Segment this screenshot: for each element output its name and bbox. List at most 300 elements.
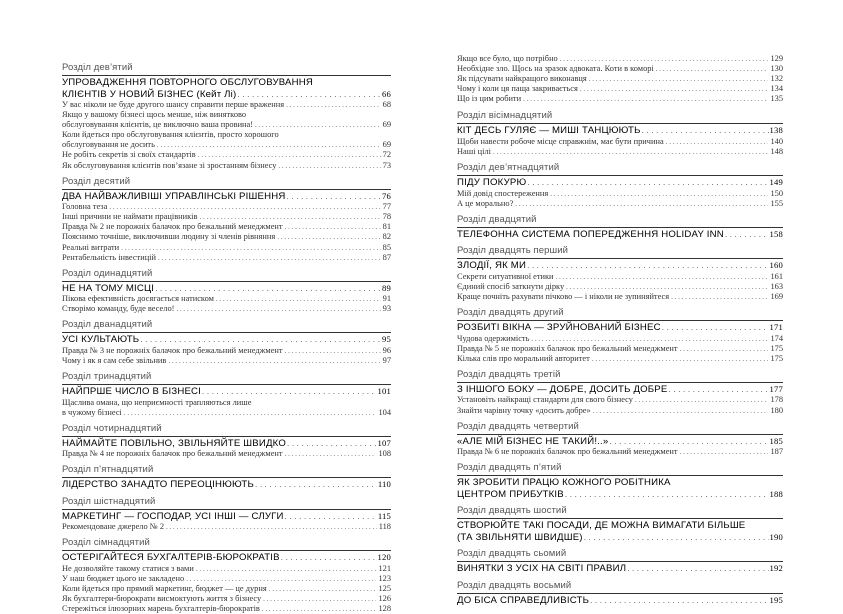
dot-leader	[515, 199, 768, 209]
subsection-page: 129	[770, 54, 783, 63]
toc-section	[62, 464, 391, 491]
chapter-page: 185	[769, 435, 783, 446]
subsection-title: Секрети ситуативної етики	[457, 271, 554, 281]
toc-section	[62, 62, 391, 171]
dot-leader	[255, 479, 377, 491]
toc-section	[457, 421, 783, 458]
chapter-title-line	[457, 489, 783, 501]
dot-leader	[662, 322, 769, 334]
subsection-title: Що із цим робити	[457, 94, 522, 104]
dot-leader	[556, 272, 769, 282]
subsection-page: 150	[770, 188, 783, 198]
toc-subsection	[457, 84, 783, 94]
chapter-page: 171	[769, 322, 783, 333]
section-heading: Розділ дев’ятнадцятий	[457, 162, 560, 174]
subsection-page: 97	[382, 356, 391, 365]
dot-leader	[202, 386, 376, 398]
chapter-entry[interactable]	[62, 477, 391, 491]
subsection-title: Єдиний спосіб заткнути дірку	[457, 281, 565, 291]
chapter-title-line	[62, 334, 391, 346]
dot-leader	[550, 189, 768, 199]
toc-section	[62, 319, 391, 366]
dot-leader	[635, 395, 769, 405]
subsection-title: обслуговування не досить	[62, 140, 155, 150]
dot-leader	[262, 604, 377, 614]
section-heading: Розділ двадцять перший	[457, 245, 569, 257]
dot-leader	[255, 120, 381, 130]
toc-subsection	[62, 202, 391, 212]
chapter-entry[interactable]	[62, 509, 391, 523]
dot-leader	[666, 137, 769, 147]
subsection-page: 108	[378, 449, 391, 459]
chapter-title-line	[62, 191, 391, 203]
dot-leader	[523, 94, 768, 104]
subsection-page: 174	[770, 333, 783, 343]
dot-leader	[680, 447, 769, 457]
toc-subsection	[457, 282, 783, 292]
chapter-page: 76	[382, 190, 391, 201]
section-heading: Розділ двадцять сьомий	[457, 548, 567, 560]
chapter-entry[interactable]	[62, 75, 391, 100]
chapter-page: 138	[769, 125, 783, 136]
subsection-page: 72	[382, 150, 391, 160]
chapter-page: 101	[377, 386, 391, 397]
chapter-title: КЛІЄНТІВ У НОВИЙ БІЗНЕС (Кейт Лі)	[62, 88, 237, 100]
subsection-title: Головна теза	[62, 202, 108, 212]
subsection-page: 178	[770, 395, 783, 405]
subsection-page: 128	[378, 604, 391, 614]
dot-leader	[286, 100, 381, 110]
subsection-title: Краще почніть рахувати пічково — і ніколи не зупиняйтеся	[457, 292, 670, 302]
chapter-title-line	[62, 552, 391, 564]
dot-leader	[176, 304, 380, 314]
dot-leader	[196, 564, 377, 574]
toc-subsection	[62, 110, 391, 120]
toc-section	[62, 496, 391, 533]
dot-leader	[609, 436, 768, 448]
dot-leader	[121, 243, 381, 253]
continued-subsections	[457, 54, 783, 104]
dot-leader	[671, 292, 768, 302]
dot-leader	[565, 489, 769, 501]
subsection-page: 175	[770, 343, 783, 353]
chapter-title-line	[62, 386, 391, 398]
toc-subsection	[62, 346, 391, 356]
toc-subsection	[62, 564, 391, 574]
chapter-entry[interactable]	[457, 123, 783, 137]
toc-subsection	[457, 272, 783, 282]
toc-subsection	[457, 334, 783, 344]
chapter-page: 149	[769, 177, 783, 188]
chapter-title: УПРОВАДЖЕННЯ ПОВТОРНОГО ОБСЛУГОВУВАННЯ	[62, 77, 314, 88]
toc-subsection	[457, 94, 783, 104]
toc-subsection	[62, 130, 391, 140]
chapter-entry[interactable]	[457, 258, 783, 272]
chapter-title-line	[457, 322, 783, 334]
subsection-page: 85	[382, 242, 391, 252]
chapter-title: ЯК ЗРОБИТИ ПРАЦЮ КОЖНОГО РОБІТНИКА	[457, 477, 671, 489]
toc-subsection	[457, 292, 783, 302]
dot-leader	[589, 74, 769, 84]
chapter-entry[interactable]	[457, 561, 783, 575]
toc-subsection	[62, 212, 391, 222]
dot-leader	[277, 232, 380, 242]
section-heading: Розділ двадцять восьмий	[457, 579, 572, 591]
subsection-page: 135	[770, 94, 783, 104]
dot-leader	[584, 532, 769, 544]
chapter-title: ОСТЕРІГАЙТЕСЯ БУХГАЛТЕРІВ-БЮРОКРАТІВ	[62, 552, 280, 564]
toc-subsection	[62, 140, 391, 150]
toc-section	[457, 462, 783, 500]
subsection-title: Коли йдеться про прямий маркетинг, бюджет — це дурня	[62, 584, 267, 594]
dot-leader	[168, 356, 380, 366]
dot-leader	[725, 229, 769, 241]
subsection-page: 163	[770, 281, 783, 291]
toc-subsection	[62, 100, 391, 110]
subsection-page: 73	[382, 160, 391, 170]
section-heading: Розділ сімнадцятий	[62, 537, 150, 549]
chapter-title-line	[62, 77, 391, 89]
subsection-title: Правда № 4 не порожніх балачок про бежальний менеджмент	[62, 449, 283, 459]
chapter-page: 188	[769, 488, 783, 499]
dot-leader	[198, 150, 381, 160]
toc-subsection	[62, 398, 391, 408]
toc-subsection	[62, 150, 391, 160]
section-heading: Розділ двадцять третій	[457, 368, 561, 380]
toc-subsection	[457, 189, 783, 199]
toc-subsection	[457, 354, 783, 364]
subsection-title: обслуговування клієнтів, це виключно ваша провина!	[62, 120, 254, 130]
subsection-page: 118	[378, 522, 391, 532]
subsection-title: в чужому бізнесі	[62, 407, 122, 417]
dot-leader	[593, 406, 769, 416]
subsection-page: 140	[770, 136, 783, 146]
left-page	[0, 0, 421, 614]
subsection-title: Інші причини не наймати працівників	[62, 212, 198, 222]
toc-subsection	[62, 574, 391, 584]
toc-subsection	[62, 161, 391, 171]
subsection-title: Правда № 3 не порожніх балачок про бежальний менеджмент	[62, 345, 283, 355]
chapter-page: 110	[377, 479, 391, 490]
chapter-entry[interactable]	[457, 227, 783, 241]
subsection-page: 134	[770, 84, 783, 94]
dot-leader	[157, 140, 381, 150]
chapter-title: ДО БІСА СПРАВЕДЛИВІСТЬ	[457, 594, 590, 606]
toc-subsection	[457, 199, 783, 209]
dot-leader	[285, 346, 381, 356]
chapter-page: 158	[769, 228, 783, 239]
subsection-page: 81	[382, 222, 391, 232]
toc-section	[62, 371, 391, 418]
subsection-page: 187	[770, 447, 783, 457]
subsection-title: Стережіться ілюзорних марень бухгалтерів-бюрократів	[62, 604, 260, 614]
toc-subsection	[62, 294, 391, 304]
subsection-title: Не дозволяйте такому статися з вами	[62, 563, 194, 573]
subsection-title: Кілька слів про моральний авторитет	[457, 353, 590, 363]
toc-section	[457, 245, 783, 302]
chapter-page: 177	[769, 383, 783, 394]
toc-subsection	[62, 222, 391, 232]
subsection-page: 91	[382, 294, 391, 304]
chapter-title: НАЙМАЙТЕ ПОВІЛЬНО, ЗВІЛЬНЯЙТЕ ШВИДКО	[62, 437, 287, 449]
subsection-title: Чому і коли ця паща закривається	[457, 84, 578, 94]
chapter-title: МАРКЕТИНГ — ГОСПОДАР, УСІ ІНШІ — СЛУГИ	[62, 510, 284, 522]
chapter-title-line	[62, 283, 391, 295]
subsection-title: Реальні витрати	[62, 242, 120, 252]
dot-leader	[281, 552, 377, 564]
dot-leader	[627, 563, 768, 575]
chapter-title-line	[457, 595, 783, 607]
toc-subsection	[457, 64, 783, 74]
dot-leader	[263, 594, 376, 604]
dot-leader	[669, 384, 769, 396]
chapter-title: УСІ КУЛЬТАЮТЬ	[62, 334, 140, 346]
subsection-page: 125	[378, 584, 391, 594]
toc-section	[457, 548, 783, 575]
chapter-title: НАЙПРШЕ ЧИСЛО В БІЗНЕСІ	[62, 386, 202, 398]
chapter-entry[interactable]	[457, 475, 783, 500]
chapter-title: ТЕЛЕФОННА СИСТЕМА ПОПЕРЕДЖЕННЯ HOLIDAY INN	[457, 228, 724, 240]
toc-subsection	[62, 604, 391, 614]
toc-subsection	[62, 253, 391, 263]
chapter-page: 89	[382, 282, 391, 293]
subsection-title: Як обслуговування клієнтів пов’язане зі зростанням бізнесу	[62, 160, 277, 170]
toc-subsection	[457, 147, 783, 157]
subsection-title: Необхідне зло. Щось на зразок адвоката. Коти в коморі	[457, 64, 654, 74]
section-heading: Розділ п’ятнадцятий	[62, 464, 154, 476]
dot-leader	[109, 202, 380, 212]
toc-subsection	[62, 356, 391, 366]
chapter-title-line	[457, 520, 783, 532]
chapter-title: ВИНЯТКИ З УСІХ НА СВІТІ ПРАВИЛ	[457, 563, 627, 575]
chapter-title: НЕ НА ТОМУ МІСЦІ	[62, 282, 155, 294]
toc-section	[457, 307, 783, 364]
dot-leader	[580, 84, 769, 94]
toc-section	[457, 162, 783, 209]
toc-section	[457, 505, 783, 543]
subsection-title: Створімо команду, буде весело!	[62, 304, 175, 314]
toc-section	[457, 369, 783, 416]
toc-section	[62, 423, 391, 460]
subsection-title: У наш бюджет цього не закладено	[62, 574, 185, 584]
subsection-page: 180	[770, 405, 783, 415]
subsection-title: Правда № 5 не порожніх балачок про бежальний менеджмент	[457, 343, 678, 353]
chapter-entry[interactable]	[62, 281, 391, 295]
dot-leader	[560, 54, 769, 64]
dot-leader	[285, 449, 377, 459]
chapter-page: 107	[377, 437, 391, 448]
chapter-entry[interactable]	[457, 320, 783, 334]
subsection-title: Рекомендоване джерело № 2	[62, 522, 165, 532]
subsection-title: Коли йдеться про обслуговування клієнтів, просто хорошого	[62, 130, 279, 140]
subsection-page: 121	[378, 563, 391, 573]
dot-leader	[527, 177, 768, 189]
section-heading: Розділ шістнадцятий	[62, 495, 156, 507]
section-heading: Розділ дванадцятий	[62, 319, 153, 331]
chapter-title: РОЗБИТІ ВІКНА — ЗРУЙНОВАНИЙ БІЗНЕС	[457, 322, 661, 334]
dot-leader	[680, 344, 769, 354]
subsection-page: 69	[382, 120, 391, 130]
dot-leader	[216, 294, 381, 304]
subsection-title: Пікова ефективність досягається натиском	[62, 294, 214, 304]
chapter-title-line	[457, 229, 783, 241]
dot-leader	[592, 354, 769, 364]
chapter-title: ЗЛОДІЇ, ЯК МИ	[457, 260, 527, 272]
chapter-title-line	[457, 260, 783, 272]
toc-subsection	[457, 344, 783, 354]
dot-leader	[656, 64, 769, 74]
toc-subsection	[457, 406, 783, 416]
chapter-page: 115	[377, 510, 391, 521]
section-heading: Розділ двадцять четвертий	[457, 420, 579, 432]
chapter-title-line	[457, 177, 783, 189]
section-heading: Розділ двадцятий	[457, 213, 537, 225]
dot-leader	[287, 438, 376, 450]
toc-subsection	[62, 449, 391, 459]
chapter-entry[interactable]	[62, 436, 391, 450]
chapter-title-line	[62, 511, 391, 523]
toc-section	[62, 176, 391, 263]
subsection-page: 87	[382, 252, 391, 262]
toc-subsection	[62, 522, 391, 532]
chapter-entry[interactable]	[457, 518, 783, 543]
subsection-title: Наші цілі	[457, 147, 491, 157]
toc-subsection	[62, 120, 391, 130]
chapter-page: 95	[382, 334, 391, 345]
chapter-entry[interactable]	[457, 175, 783, 189]
toc-subsection	[62, 243, 391, 253]
dot-leader	[642, 125, 769, 137]
chapter-entry[interactable]	[62, 332, 391, 346]
section-heading: Розділ одинадцятий	[62, 267, 153, 279]
dot-leader	[278, 161, 380, 171]
chapter-title: ЛІДЕРСТВО ЗАНАДТО ПЕРЕОЦІНЮЮТЬ	[62, 479, 254, 491]
chapter-entry[interactable]	[62, 550, 391, 564]
subsection-page: 175	[770, 353, 783, 363]
subsection-page: 68	[382, 100, 391, 109]
section-heading: Розділ двадцять другий	[457, 307, 564, 319]
subsection-page: 77	[382, 202, 391, 212]
toc-subsection	[62, 304, 391, 314]
chapter-title: ЦЕНТРОМ ПРИБУТКІВ	[457, 488, 564, 500]
chapter-entry[interactable]	[457, 382, 783, 396]
toc-section	[62, 537, 391, 614]
toc-section	[457, 110, 783, 157]
chapter-title-line	[457, 477, 783, 489]
subsection-title: Знайти чарівну точку «досить добре»	[457, 405, 591, 415]
subsection-page: 126	[378, 594, 391, 604]
dot-leader	[566, 282, 768, 292]
section-heading: Розділ двадцять шостий	[457, 505, 567, 517]
chapter-title-line	[457, 436, 783, 448]
chapter-title-line	[457, 384, 783, 396]
subsection-page: 155	[770, 198, 783, 208]
toc-subsection	[457, 447, 783, 457]
section-heading: Розділ вісімнадцятий	[457, 110, 553, 122]
chapter-title: КІТ ДЕСЬ ГУЛЯЄ — МИШІ ТАНЦЮЮТЬ	[457, 125, 641, 137]
subsection-page: 96	[382, 345, 391, 355]
subsection-title: Щоби навести робоче місце справжнім, має бути причина	[457, 136, 664, 146]
toc-section	[457, 214, 783, 241]
subsection-title: Установіть найкращі стандарти для свого бізнесу	[457, 395, 633, 405]
chapter-entry[interactable]	[62, 189, 391, 203]
section-heading: Розділ двадцять п’ятий	[457, 462, 562, 474]
subsection-page: 78	[382, 212, 391, 222]
section-heading: Розділ десятий	[62, 175, 131, 187]
dot-leader	[527, 260, 768, 272]
chapter-title: З ІНШОГО БОКУ — ДОБРЕ, ДОСИТЬ ДОБРЕ	[457, 383, 668, 395]
toc-subsection	[457, 137, 783, 147]
subsection-title: Чудова одержимість	[457, 333, 530, 343]
subsection-title: Щаслива омана, що неприємності трапляються лише	[62, 397, 252, 407]
chapter-title: ДВА НАЙВАЖЛИВІШІ УПРАВЛІНСЬКІ РІШЕННЯ	[62, 190, 286, 202]
chapter-title-line	[62, 479, 391, 491]
toc-subsection	[62, 584, 391, 594]
dot-leader	[269, 584, 377, 594]
subsection-page: 104	[378, 407, 391, 417]
chapter-page: 195	[769, 594, 783, 605]
subsection-page: 130	[770, 64, 783, 74]
dot-leader	[199, 212, 380, 222]
subsection-title: А це морально?	[457, 198, 514, 208]
chapter-title: ПІДУ ПОКУРЮ	[457, 177, 527, 189]
subsection-page: 82	[382, 232, 391, 242]
dot-leader	[237, 89, 381, 101]
subsection-page: 123	[378, 574, 391, 584]
dot-leader	[531, 334, 768, 344]
subsection-page: 69	[382, 140, 391, 150]
dot-leader	[186, 574, 376, 584]
dot-leader	[285, 511, 377, 523]
chapter-page: 120	[377, 552, 391, 563]
chapter-entry[interactable]	[457, 593, 783, 607]
subsection-title: Не робіть секретів зі своїх стандартів	[62, 150, 196, 160]
subsection-title: Пояснимо точніше, виключивши людину зі членів рівняння	[62, 232, 276, 242]
toc-subsection	[457, 74, 783, 84]
subsection-page: 169	[770, 292, 783, 302]
chapter-title-line	[457, 125, 783, 137]
chapter-entry[interactable]	[62, 384, 391, 398]
toc-section	[62, 268, 391, 315]
subsection-title: Правда № 6 не порожніх балачок про бежальний менеджмент	[457, 447, 678, 457]
dot-leader	[166, 522, 377, 532]
chapter-title-line	[457, 563, 783, 575]
chapter-page: 66	[382, 88, 391, 99]
subsection-title: У вас ніколи не буде другого шансу справити перше враження	[62, 100, 285, 109]
chapter-title-line	[62, 89, 391, 101]
chapter-page: 192	[769, 563, 783, 574]
dot-leader	[285, 222, 381, 232]
chapter-title: «АЛЕ МІЙ БІЗНЕС НЕ ТАКИЙ!..»	[457, 435, 609, 447]
subsection-title: Правда № 2 не порожніх балачок про бежальний менеджмент	[62, 222, 283, 232]
toc-subsection	[457, 54, 783, 64]
dot-leader	[140, 334, 381, 346]
chapter-entry[interactable]	[457, 434, 783, 448]
chapter-page: 160	[769, 260, 783, 271]
subsection-page: 93	[382, 304, 391, 314]
section-heading: Розділ тринадцятий	[62, 371, 152, 383]
chapter-title: (ТА ЗВІЛЬНЯТИ ШВИДШЕ)	[457, 531, 583, 543]
dot-leader	[155, 283, 381, 295]
toc-section	[457, 580, 783, 607]
subsection-title: Якщо все було, що потрібно	[457, 54, 558, 63]
chapter-title-line	[62, 438, 391, 450]
chapter-page: 190	[769, 531, 783, 542]
right-page	[421, 0, 843, 606]
subsection-title: Як бухгалтери-бюрократи висмоктують життя з бізнесу	[62, 594, 262, 604]
toc-subsection	[457, 395, 783, 405]
toc-subsection	[62, 408, 391, 418]
